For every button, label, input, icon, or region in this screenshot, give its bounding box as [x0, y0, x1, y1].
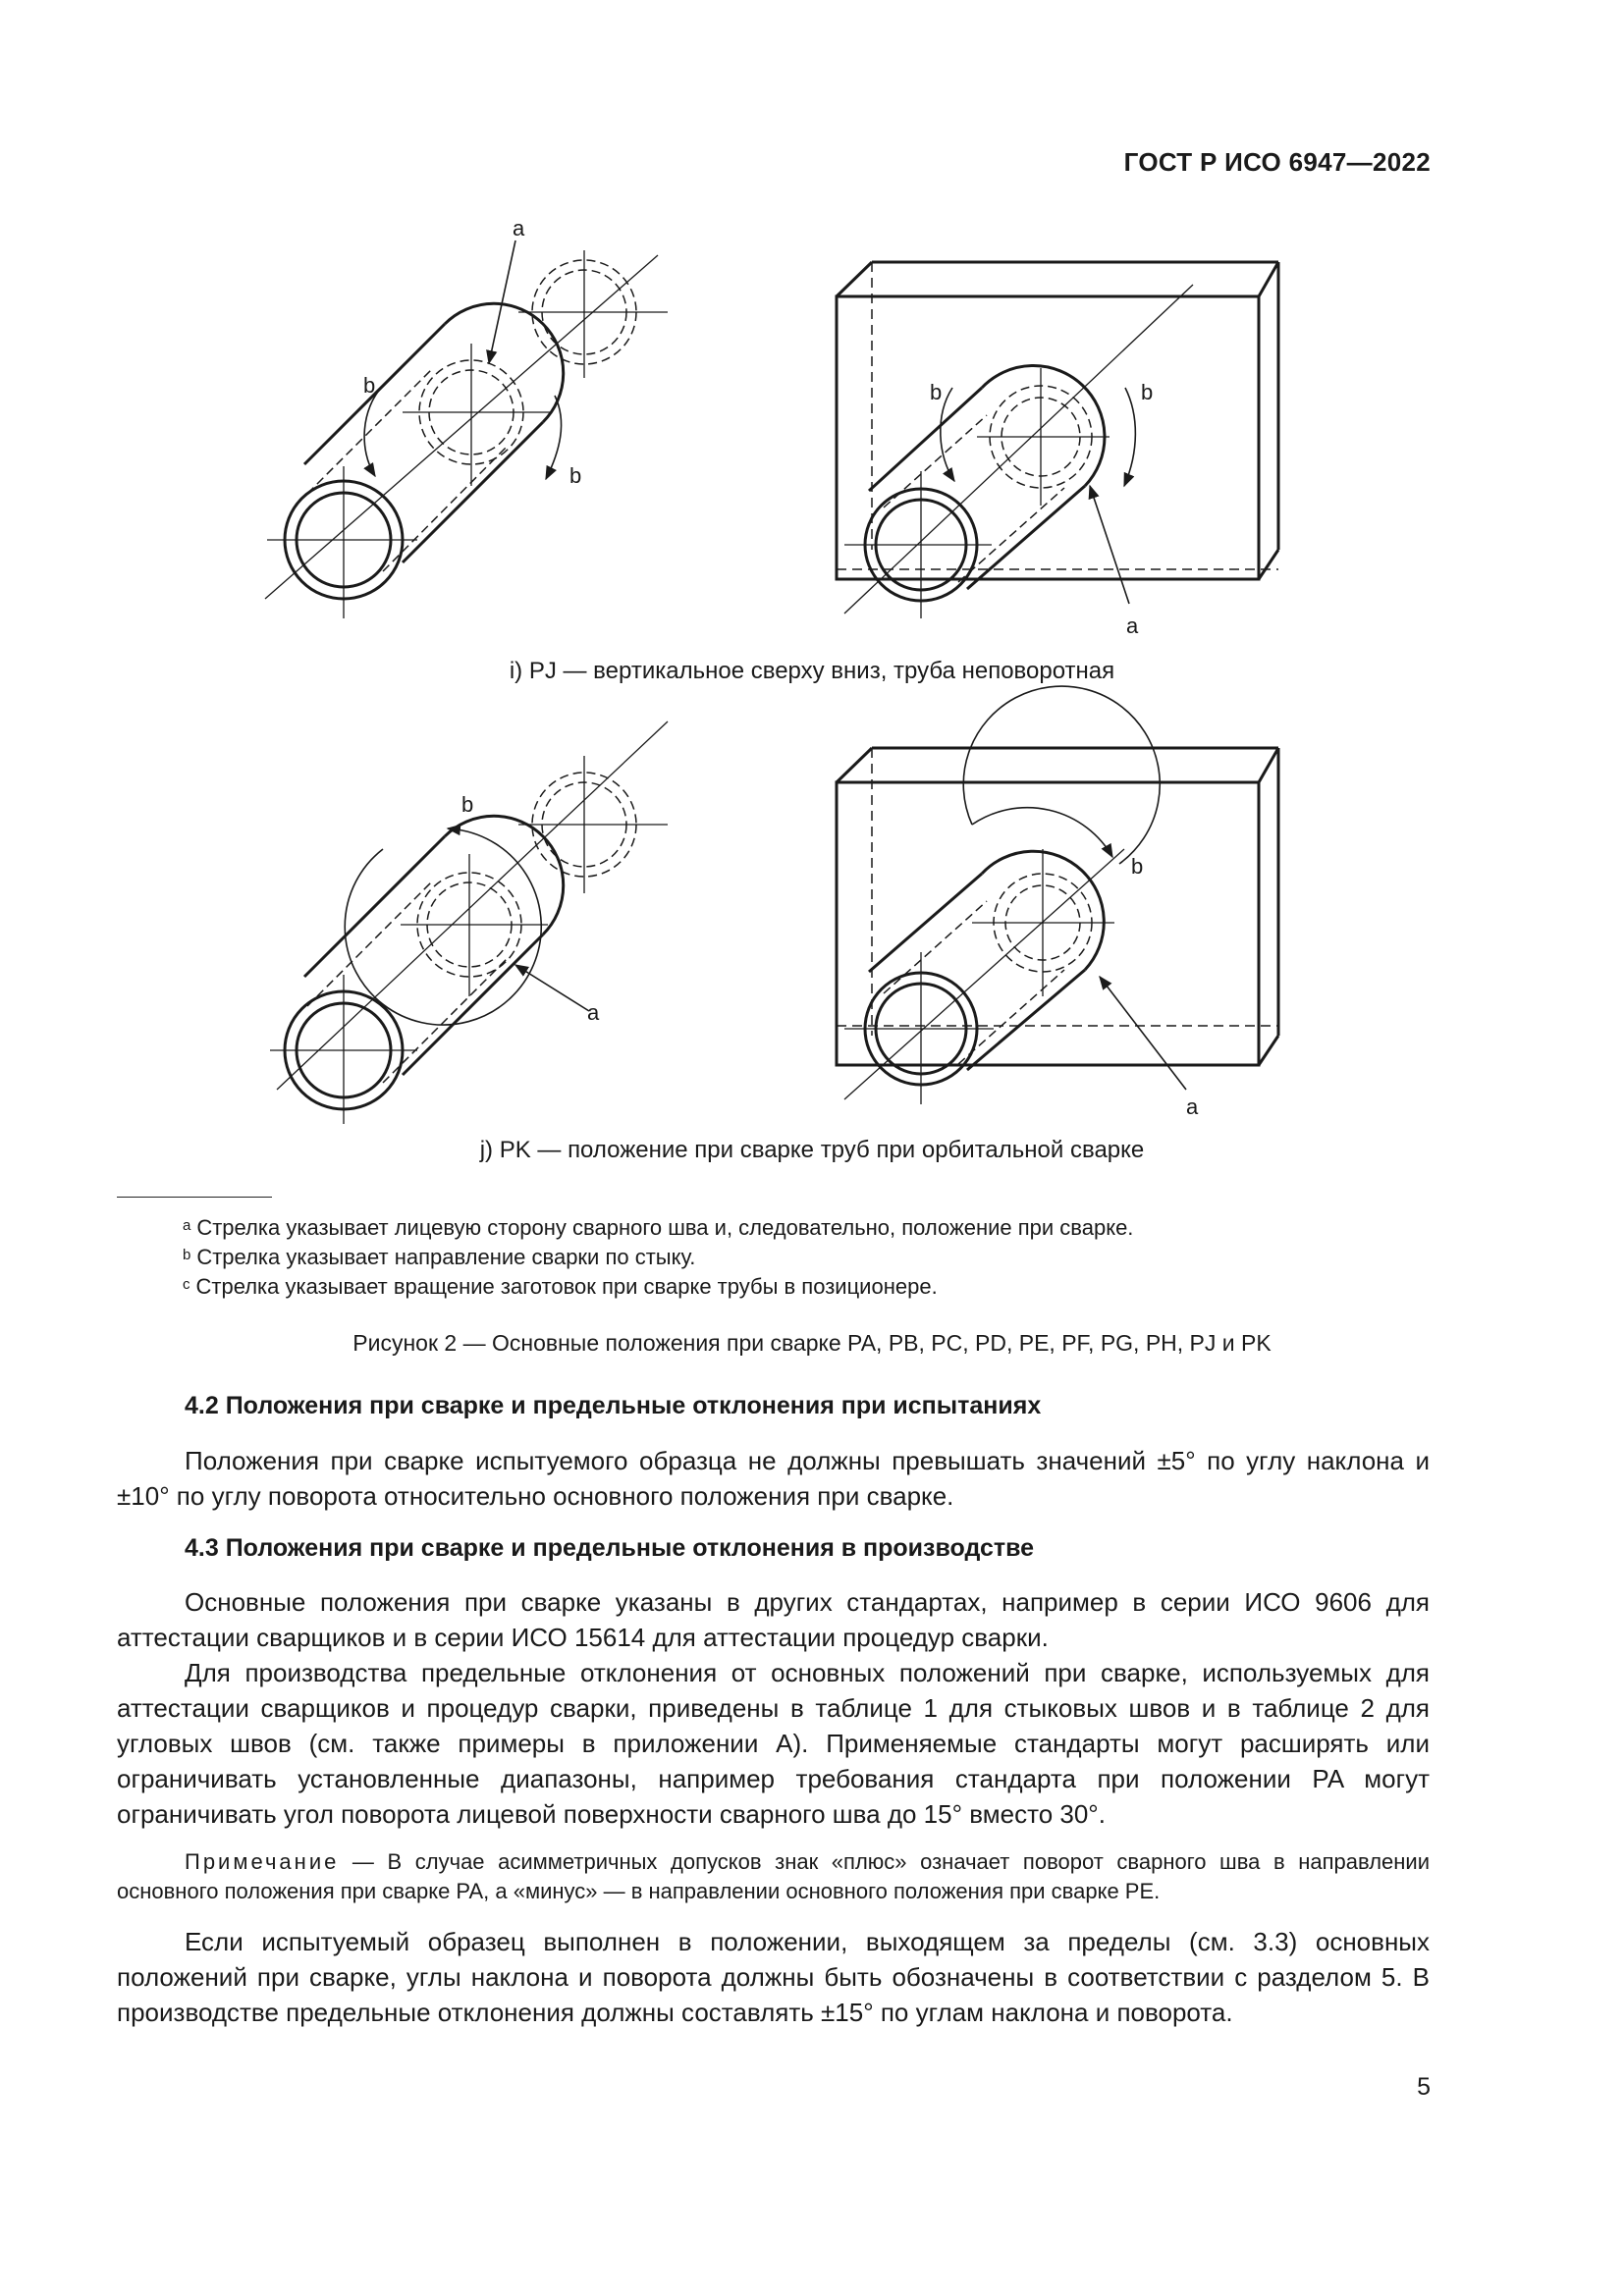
label-b: b	[569, 463, 582, 488]
document-id: ГОСТ Р ИСО 6947—2022	[1123, 147, 1431, 177]
footnotes	[183, 1213, 1133, 1302]
label-b: b	[461, 792, 474, 817]
section-4-2-paragraph: Положения при сварке испытуемого образца не должны превышать значений ±5° по углу наклона и ±10° по углу поворота относительно основного положения при сварке.	[117, 1446, 1430, 1511]
label-b: b	[1141, 380, 1154, 404]
note-label: Примечание	[185, 1849, 340, 1874]
note: Примечание — В случае асимметричных допусков знак «плюс» означает поворот сварного шва в направлении основного положения при сварке PA, а «минус» — в направлении основного положения при сварке PE.	[117, 1849, 1430, 1903]
section-4-3-paragraph-2: Для производства предельные отклонения от основных положений при сварке, используемых для аттестации сварщиков и процедур сварки, приведены в таблице 1 для стыковых швов и в таблице 2 для угловых швов (см. также примеры в приложении А). Применяемые стандарты могут расширять или ограничивать установленные диапазоны, например требования стандарта при положении PA могут ограничивать угол поворота лицевой поверхности сварного шва до 15° вместо 30°.	[117, 1658, 1430, 1829]
figure-i-pipe-diagram	[255, 216, 687, 628]
page-number: 5	[1417, 2073, 1431, 2101]
label-b: b	[363, 373, 376, 398]
figure-j-block-diagram	[825, 736, 1296, 1129]
footnote-c: $^c$ Стрелка указывает вращение заготовок при сварке трубы в позиционере.	[183, 1274, 938, 1299]
figure-title: Рисунок 2 — Основные положения при сварке PA, PB, PC, PD, PE, PF, PG, PH, PJ и PK	[352, 1330, 1272, 1356]
label-a: a	[1126, 614, 1139, 638]
label-b: b	[1131, 854, 1144, 879]
footnote-b: $^b$ Стрелка указывает направление сварки по стыку.	[183, 1245, 696, 1269]
figure-i-caption: i) PJ — вертикальное сверху вниз, труба неповоротная	[509, 658, 1115, 684]
label-a: a	[513, 216, 525, 240]
label-b: b	[930, 380, 943, 404]
section-4-3-paragraph-1: Основные положения при сварке указаны в других стандартах, например в серии ИСО 9606 для аттестации сварщиков и в серии ИСО 15614 для аттестации процедур сварки.	[117, 1587, 1430, 1652]
section-4-2-heading: 4.2 Положения при сварке и предельные отклонения при испытаниях	[185, 1392, 1042, 1419]
section-4-3-paragraph-3: Если испытуемый образец выполнен в положении, выходящем за пределы (см. 3.3) основных положений при сварке, углы наклона и поворота должны быть обозначены в соответствии с разделом 5. В производстве предельные отклонения должны составлять ±15° по углам наклона и поворота.	[117, 1927, 1430, 2027]
label-a: a	[1186, 1095, 1199, 1119]
section-4-3-heading: 4.3 Положения при сварке и предельные отклонения в производстве	[185, 1534, 1035, 1562]
figure-j-caption: j) PK — положение при сварке труб при орбитальной сварке	[479, 1137, 1145, 1163]
footnote-rule	[117, 1197, 272, 1198]
figure-i-block-diagram	[825, 250, 1296, 653]
figure-j-pipe-diagram	[255, 712, 687, 1104]
footnote-a: $^a$ Стрелка указывает лицевую сторону сварного шва и, следовательно, положение при сварке.	[183, 1215, 1134, 1240]
label-a: a	[587, 1000, 600, 1025]
